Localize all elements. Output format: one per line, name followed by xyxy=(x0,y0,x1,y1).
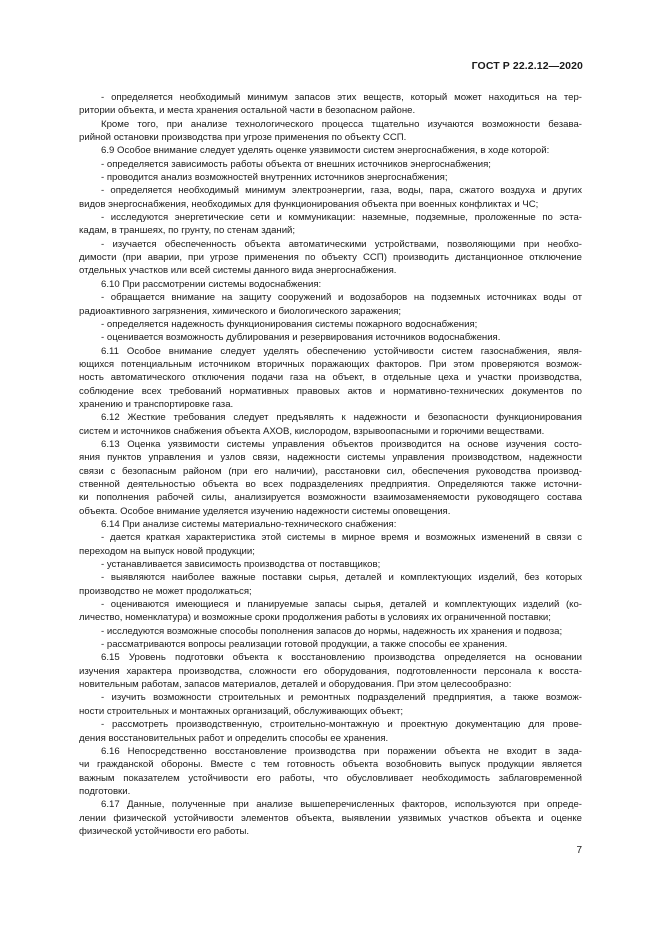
text-line: дения восстановительных работ и определить способы ее хранения. xyxy=(79,732,389,744)
text-line: соблюдение всех требований нормативных правовых актов и нормативно-технических документов по xyxy=(79,385,582,397)
text-line: - рассмотреть производственную, строительно-монтажную и проектную документацию для прове- xyxy=(101,719,582,731)
text-line: яния пунктов управления и узлов связи, надежности системы управления производством, надежности xyxy=(79,452,582,464)
text-line: 6.9 Особое внимание следует уделять оценке уязвимости систем энергоснабжения, в ходе которой: xyxy=(101,145,550,157)
text-line: ность автоматического отключения подачи газа на объект, в отдельные цеха и участки производства, xyxy=(79,372,582,384)
text-line: димости (при аварии, при угрозе применения по объекту ССП) производить дистанционное отключение xyxy=(79,252,582,264)
text-line: 6.10 При рассмотрении системы водоснабжения: xyxy=(101,278,322,290)
text-line: - рассматриваются вопросы реализации готовой продукции, а также способы ее хранения. xyxy=(101,639,508,651)
paragraph xyxy=(79,798,582,838)
text-line: отдельных участков или всей системы данного вида энергоснабжения. xyxy=(79,265,397,277)
text-line: 6.13 Оценка уязвимости системы управления объектов производится на основе изучения состо- xyxy=(101,438,582,450)
paragraph xyxy=(79,531,582,558)
text-line: изучения характера производства, сложности его оборудования, подготовленности персонала к восста- xyxy=(79,665,582,677)
paragraph xyxy=(79,318,582,331)
text-line: - изучается обеспеченность объекта автоматическими устройствами, позволяющими при необхо- xyxy=(101,238,582,250)
paragraph xyxy=(79,91,582,118)
text-line: ки пополнения рабочей силы, анализируется возможности взаимозаменяемости руководящего состава xyxy=(79,492,582,504)
paragraph xyxy=(79,238,582,278)
text-line: 6.11 Особое внимание следует уделять обеспечению устойчивости систем газоснабжения, явля- xyxy=(101,345,582,357)
text-line: - определяется необходимый минимум запасов этих веществ, который может находиться на тер- xyxy=(101,92,582,103)
paragraph xyxy=(79,558,582,571)
text-line: - определяется необходимый минимум электроэнергии, газа, воды, пара, сжатого воздуха и других xyxy=(101,185,582,197)
text-line: связи с безопасным районом (при его наличии), расстановки сил, обеспечения руководства производ- xyxy=(79,465,582,477)
text-line: систем и источников снабжения объекта АХОВ, кислородом, взрывоопасными и горючими веществами. xyxy=(79,425,545,437)
text-line: - оценивается возможность дублирования и резервирования источников водоснабжения. xyxy=(101,332,501,344)
paragraph xyxy=(79,278,582,291)
paragraph xyxy=(79,598,582,625)
text-line: - проводится анализ возможностей внутренних источников энергоснабжения; xyxy=(101,172,448,184)
text-line: 6.17 Данные, полученные при анализе вышеперечисленных факторов, используются при опреде- xyxy=(101,799,582,811)
text-line: 6.16 Непосредственно восстановление производства при поражении объекта не входит в зада- xyxy=(101,745,582,757)
text-line: 6.12 Жесткие требования следует предъявлять к надежности и безопасности функционирования xyxy=(101,412,582,424)
text-line: 6.14 При анализе системы материально-технического снабжения: xyxy=(101,519,397,530)
text-line: ющихся потенциальным источником вторичных поражающих факторов. При этом проверяются возмож- xyxy=(79,358,582,370)
paragraph xyxy=(79,651,582,691)
text-line: Кроме того, при анализе технологического процесса тщательно изучаются возможности безава- xyxy=(101,118,582,130)
text-line: ственной деятельностью объекта во всех подразделениях предприятия. Определяются также источни- xyxy=(79,478,582,490)
paragraph xyxy=(79,438,582,518)
paragraph xyxy=(79,718,582,745)
text-line: личество, номенклатура) и возможные сроки продолжения работы в условиях их ограниченной поставки; xyxy=(79,612,551,624)
paragraph xyxy=(79,291,582,318)
text-line: радиоактивного загрязнения, химического и биологического заражения; xyxy=(79,305,402,317)
page-number: 7 xyxy=(576,845,582,856)
text-line: рийной остановки производства при угрозе применения по объекту ССП. xyxy=(79,132,407,144)
text-line: - выявляются наиболее важные поставки сырья, деталей и комплектующих изделий, без которых xyxy=(101,572,582,584)
paragraph xyxy=(79,345,582,412)
text-line: хранению и транспортировке газа. xyxy=(79,398,234,410)
text-line: 6.15 Уровень подготовки объекта к восстановлению производства определяется на основании xyxy=(101,652,582,664)
paragraph xyxy=(79,158,582,171)
text-line: кадам, в траншеях, по грунту, по стенам зданий; xyxy=(79,225,296,237)
paragraph xyxy=(79,118,582,145)
text-line: видов энергоснабжения, необходимых для функционирования объекта при военных конфликтах и ЧС; xyxy=(79,198,539,210)
paragraph xyxy=(79,625,582,638)
text-line: объекта. Особое внимание уделяется изучению надежности системы оповещения. xyxy=(79,505,451,517)
text-line: - исследуются возможные способы пополнения запасов до нормы, надежность их хранения и подвоза; xyxy=(101,625,563,637)
text-line: ритории объекта, и места хранения остальной части в безопасном районе. xyxy=(79,105,416,117)
text-line: ности строительных и монтажных организаций, обслуживающих объект; xyxy=(79,705,404,717)
text-line: - исследуются энергетические сети и коммуникации: наземные, подземные, проложенные по эста- xyxy=(101,212,582,224)
paragraph xyxy=(79,211,582,238)
paragraph xyxy=(79,331,582,344)
paragraph xyxy=(79,638,582,651)
paragraph xyxy=(79,411,582,438)
text-line: производство не может продолжаться; xyxy=(79,585,252,597)
paragraph xyxy=(79,571,582,598)
paragraph xyxy=(79,144,582,157)
text-line: важным показателем устойчивости его работы, что обусловливает необходимость заблаговременной xyxy=(79,772,582,784)
paragraph xyxy=(79,171,582,184)
document-header: ГОСТ Р 22.2.12—2020 xyxy=(471,60,583,72)
text-line: - определяется надежность функционирования системы пожарного водоснабжения; xyxy=(101,318,478,330)
text-line: новительным работам, запасов материалов, деталей и оборудования. При этом целесообразно: xyxy=(79,679,512,691)
text-line: - дается краткая характеристика этой системы в мирное время и возможных изменений в связи с xyxy=(101,532,582,544)
text-line: - определяется зависимость работы объекта от внешних источников энергоснабжения; xyxy=(101,158,491,170)
document-body xyxy=(79,91,582,838)
paragraph xyxy=(79,691,582,718)
paragraph xyxy=(79,745,582,798)
text-line: - изучить возможности строительных и ремонтных подразделений предприятия, а также возмож- xyxy=(101,692,582,704)
text-line: - обращается внимание на защиту сооружений и водозаборов на подземных источниках воды от xyxy=(101,292,582,304)
text-line: подготовки. xyxy=(79,785,131,797)
paragraph xyxy=(79,184,582,211)
text-line: физической устойчивости его работы. xyxy=(79,825,250,837)
text-line: переходом на выпуск новой продукции; xyxy=(79,545,255,557)
text-line: - устанавливается зависимость производства от поставщиков; xyxy=(101,559,381,571)
text-line: чи гражданской обороны. Вместе с тем готовность объекта возобновить выпуск продукции является xyxy=(79,759,582,771)
text-line: лении физической устойчивости элементов объекта, выявлении уязвимых участков объекта и оценке xyxy=(79,812,582,824)
paragraph xyxy=(79,518,582,531)
text-line: - оцениваются имеющиеся и планируемые запасы сырья, деталей и комплектующих изделий (ко- xyxy=(101,599,582,611)
